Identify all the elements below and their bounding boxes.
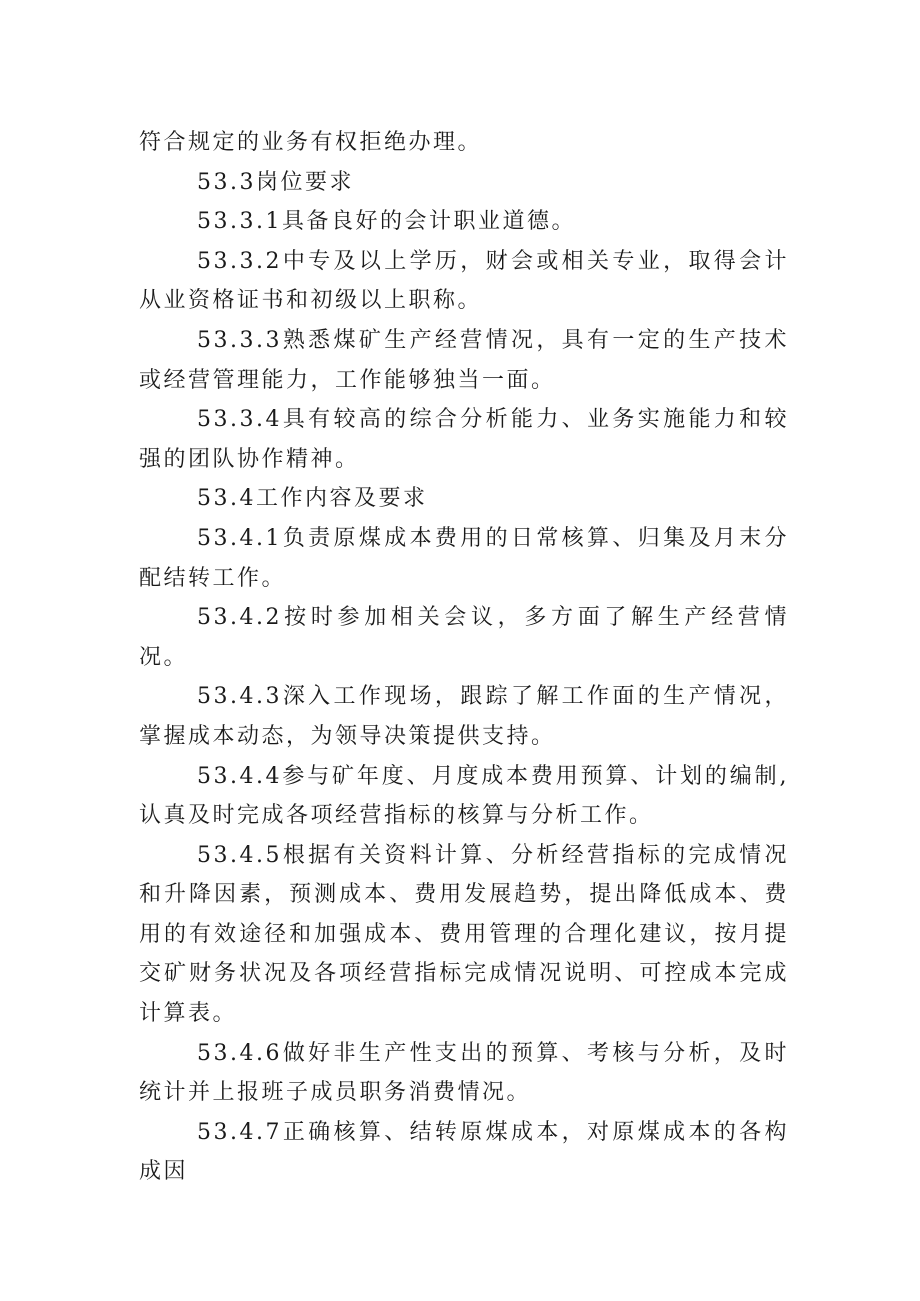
section-heading-53-4: 53.4工作内容及要求 <box>197 486 428 512</box>
paragraph-53-4-4: 53.4.4参与矿年度、月度成本费用预算、计划的编制,认真及时完成各项经营指标的核算与分析工作。 <box>139 763 789 829</box>
document-body <box>139 123 789 1192</box>
paragraph-53-3-1: 53.3.1具备良好的会计职业道德。 <box>197 209 576 235</box>
paragraph-53-3-2: 53.3.2中专及以上学历，财会或相关专业，取得会计从业资格证书和初级以上职称。 <box>139 248 789 314</box>
paragraph-53-4-3: 53.4.3深入工作现场，跟踪了解工作面的生产情况，掌握成本动态，为领导决策提供支持。 <box>139 684 789 749</box>
section-heading-53-3: 53.3岗位要求 <box>197 169 354 195</box>
paragraph-53-4-1: 53.4.1负责原煤成本费用的日常核算、归集及月末分配结转工作。 <box>139 525 789 591</box>
paragraph-53-4-2: 53.4.2按时参加相关会议，多方面了解生产经营情况。 <box>139 605 789 670</box>
paragraph-53-4-7: 53.4.7正确核算、结转原煤成本，对原煤成本的各构成因 <box>139 1119 789 1185</box>
paragraph-53-4-5: 53.4.5根据有关资料计算、分析经营指标的完成情况和升降因素，预测成本、费用发展趋势，提出降低成本、费用的有效途径和加强成本、费用管理的合理化建议，按月提交矿财务状况及各项经营指标完成情况说明、可控成本完成计算表。 <box>139 842 789 1027</box>
paragraph-53-3-3: 53.3.3熟悉煤矿生产经营情况，具有一定的生产技术或经营管理能力，工作能够独当一面。 <box>139 327 789 393</box>
paragraph-53-3-4: 53.3.4具有较高的综合分析能力、业务实施能力和较强的团队协作精神。 <box>139 407 789 472</box>
paragraph-53-4-6: 53.4.6做好非生产性支出的预算、考核与分析，及时统计并上报班子成员职务消费情况。 <box>139 1040 789 1106</box>
paragraph-continuation: 符合规定的业务有权拒绝办理。 <box>139 130 483 155</box>
